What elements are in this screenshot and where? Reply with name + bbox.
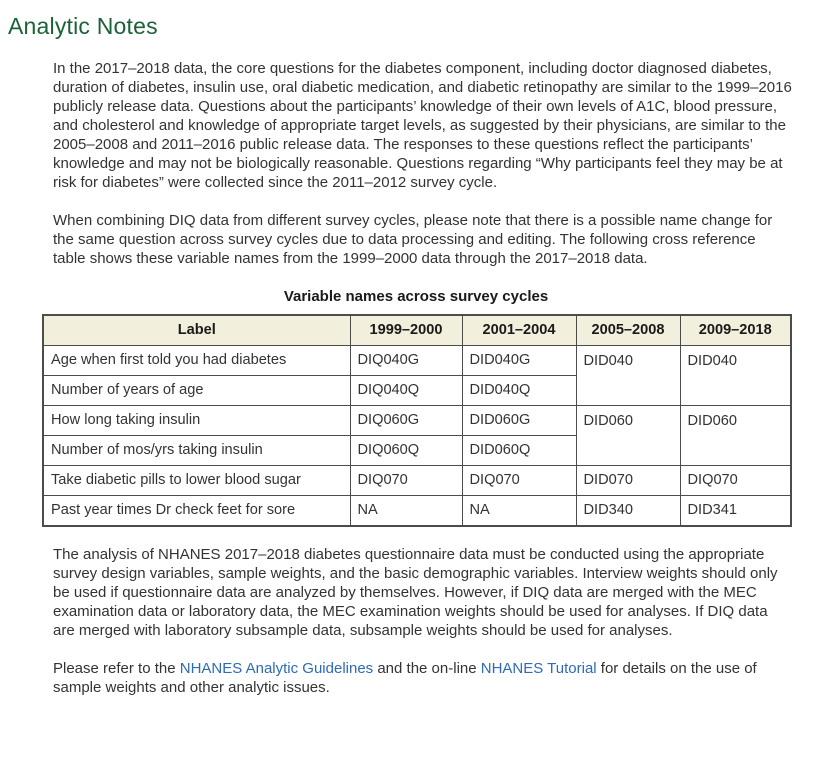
row-label: Number of years of age xyxy=(43,376,350,406)
cell-value: DID060G xyxy=(462,406,576,436)
cell-value-merged: DID040 xyxy=(680,346,791,406)
variable-names-table xyxy=(42,314,792,527)
cell-value: DID040G xyxy=(462,346,576,376)
table-row xyxy=(43,406,791,436)
cell-value-merged: DID040 xyxy=(576,346,680,406)
row-label: How long taking insulin xyxy=(43,406,350,436)
nhanes-analytic-guidelines-link[interactable]: NHANES Analytic Guidelines xyxy=(179,660,374,677)
cell-value: NA xyxy=(350,496,462,527)
cell-value: DID060Q xyxy=(462,436,576,466)
header-2009-2018: 2009–2018 xyxy=(680,315,791,346)
table-row xyxy=(43,466,791,496)
p4-text-after: for details on the use of sample weights and other analytic issues. xyxy=(53,660,757,696)
cell-value: DID340 xyxy=(576,496,680,527)
cell-value-merged: DID060 xyxy=(576,406,680,466)
header-1999-2000: 1999–2000 xyxy=(350,315,462,346)
cell-value: NA xyxy=(462,496,576,527)
paragraph-analysis-weights: The analysis of NHANES 2017–2018 diabetes questionnaire data must be conducted using the appropriate survey design variables, sample weights, and the basic demographic variables. Interview weights should only be used if questionnaire data are analyzed by themselves. However, if DIQ data are merged with the MEC examination data or laboratory data, the MEC examination weights should be used for analyses. If DIQ data are merged with laboratory subsample data, subsample weights should be used for analyses. xyxy=(53,546,778,639)
analytic-notes-content xyxy=(53,59,792,697)
table-row xyxy=(43,346,791,376)
variable-names-table-block xyxy=(42,287,790,527)
header-2005-2008: 2005–2008 xyxy=(576,315,680,346)
header-2001-2004: 2001–2004 xyxy=(462,315,576,346)
cell-value-merged: DID060 xyxy=(680,406,791,466)
row-label: Age when first told you had diabetes xyxy=(43,346,350,376)
p4-text-middle: and the on-line xyxy=(373,660,481,677)
row-label: Past year times Dr check feet for sore xyxy=(43,496,350,527)
cell-value: DIQ060Q xyxy=(350,436,462,466)
table-caption: Variable names across survey cycles xyxy=(283,288,549,305)
table-row xyxy=(43,496,791,527)
header-label: Label xyxy=(43,315,350,346)
nhanes-tutorial-link[interactable]: NHANES Tutorial xyxy=(480,660,597,677)
paragraph-reference-links xyxy=(53,659,792,697)
cell-value: DIQ060G xyxy=(350,406,462,436)
paragraph-core-questions: In the 2017–2018 data, the core questions for the diabetes component, including doctor diagnosed diabetes, duration of diabetes, insulin use, oral diabetic medication, and diabetic retinopathy are similar to the 1999–2016 publicly release data. Questions about the participants’ knowledge of their own levels of A1C, blood pressure, and cholesterol and knowledge of appropriate target levels, as suggested by their physicians, are similar to the 2005–2008 and 2011–2016 public release data. The responses to these questions reflect the participants’ knowledge and may not be biologically reasonable. Questions regarding “Why participants feel they may be at risk for diabetes” were collected since the 2011–2012 survey cycle. xyxy=(53,60,792,191)
cell-value: DIQ070 xyxy=(462,466,576,496)
page-title: Analytic Notes xyxy=(8,13,158,39)
cell-value: DIQ070 xyxy=(680,466,791,496)
p4-text-before: Please refer to the xyxy=(53,660,180,677)
row-label: Number of mos/yrs taking insulin xyxy=(43,436,350,466)
cell-value: DIQ070 xyxy=(350,466,462,496)
cell-value: DID341 xyxy=(680,496,791,527)
row-label: Take diabetic pills to lower blood sugar xyxy=(43,466,350,496)
cell-value: DIQ040G xyxy=(350,346,462,376)
cell-value: DID040Q xyxy=(462,376,576,406)
table-header-row xyxy=(43,315,791,346)
cell-value: DID070 xyxy=(576,466,680,496)
cell-value: DIQ040Q xyxy=(350,376,462,406)
paragraph-combining-diq: When combining DIQ data from different survey cycles, please note that there is a possible name change for the same question across survey cycles due to data processing and editing. The following cross reference table shows these variable names from the 1999–2000 data through the 2017–2018 data. xyxy=(53,212,773,267)
